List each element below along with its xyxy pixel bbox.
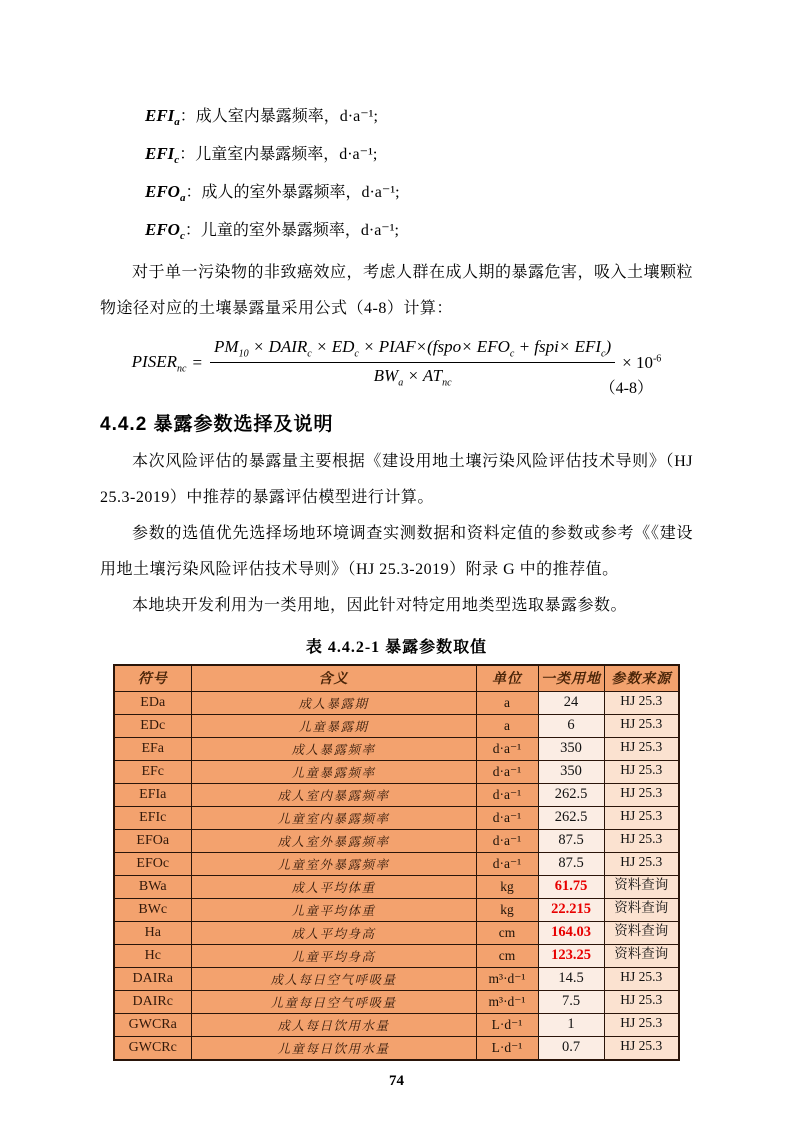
cell-meaning: 儿童平均体重 — [191, 898, 476, 921]
cell-value: 350 — [538, 737, 604, 760]
cell-unit: kg — [476, 875, 538, 898]
cell-meaning: 儿童暴露期 — [191, 714, 476, 737]
cell-source: HJ 25.3 — [604, 714, 679, 737]
symbol-efoc: $EFO_c$ — [145, 220, 185, 243]
cell-unit: a — [476, 714, 538, 737]
cell-symbol: GWCRc — [114, 1036, 191, 1060]
table-header-row — [114, 665, 679, 692]
table-row — [114, 691, 679, 714]
cell-source: 资料查询 — [604, 875, 679, 898]
cell-symbol: DAIRa — [114, 967, 191, 990]
cell-symbol: EFa — [114, 737, 191, 760]
cell-meaning: 成人平均体重 — [191, 875, 476, 898]
table-row — [114, 967, 679, 990]
cell-source: 资料查询 — [604, 944, 679, 967]
cell-symbol: Ha — [114, 921, 191, 944]
definition-text: ：儿童室内暴露频率，d·a⁻¹; — [179, 146, 378, 163]
cell-value: 87.5 — [538, 852, 604, 875]
cell-symbol: DAIRc — [114, 990, 191, 1013]
symbol-efic: $EFI_c$ — [145, 144, 180, 167]
formula-fraction — [210, 337, 615, 389]
cell-meaning: 儿童室内暴露频率 — [191, 806, 476, 829]
cell-source: 资料查询 — [604, 921, 679, 944]
cell-meaning: 儿童每日空气呼吸量 — [191, 990, 476, 1013]
definition-line — [145, 97, 693, 135]
cell-unit: d·a⁻¹ — [476, 852, 538, 875]
table-row — [114, 714, 679, 737]
paragraph-1: 本次风险评估的暴露量主要根据《建设用地土壤污染风险评估技术导则》（HJ 25.3-2019）中推荐的暴露评估模型进行计算。 — [100, 452, 693, 506]
cell-unit: L·d⁻¹ — [476, 1036, 538, 1060]
cell-unit: d·a⁻¹ — [476, 783, 538, 806]
cell-source: HJ 25.3 — [604, 1013, 679, 1036]
cell-meaning: 儿童暴露频率 — [191, 760, 476, 783]
cell-value: 0.7 — [538, 1036, 604, 1060]
cell-value-highlighted: 164.03 — [538, 921, 604, 944]
symbol-efoa: $EFO_a$ — [145, 182, 186, 205]
definition-line — [145, 173, 693, 211]
table-row — [114, 921, 679, 944]
cell-unit: m³·d⁻¹ — [476, 990, 538, 1013]
header-meaning: 含义 — [191, 665, 476, 692]
symbol-definitions — [100, 97, 693, 249]
paragraph-3: 本地块开发利用为一类用地，因此针对特定用地类型选取暴露参数。 — [132, 596, 628, 614]
cell-source: HJ 25.3 — [604, 852, 679, 875]
cell-meaning: 成人暴露期 — [191, 691, 476, 714]
cell-meaning: 儿童平均身高 — [191, 944, 476, 967]
cell-source: HJ 25.3 — [604, 967, 679, 990]
cell-source: HJ 25.3 — [604, 691, 679, 714]
definition-text: ：儿童的室外暴露频率，d·a⁻¹; — [184, 222, 399, 239]
table-row — [114, 898, 679, 921]
cell-source: HJ 25.3 — [604, 1036, 679, 1060]
cell-source: 资料查询 — [604, 898, 679, 921]
definition-text: ：成人室内暴露频率，d·a⁻¹; — [179, 108, 378, 125]
cell-symbol: EFIc — [114, 806, 191, 829]
cell-source: HJ 25.3 — [604, 806, 679, 829]
cell-unit: a — [476, 691, 538, 714]
header-symbol: 符号 — [114, 665, 191, 692]
section-heading: 4.4.2 暴露参数选择及说明 — [100, 413, 334, 435]
cell-source: HJ 25.3 — [604, 783, 679, 806]
table-row — [114, 944, 679, 967]
cell-value-highlighted: 123.25 — [538, 944, 604, 967]
cell-meaning: 儿童室外暴露频率 — [191, 852, 476, 875]
formula-denominator: $BW_a \times AT_{nc}$ — [210, 362, 615, 388]
equation-number: （4-8） — [599, 379, 653, 397]
table-row — [114, 990, 679, 1013]
cell-symbol: GWCRa — [114, 1013, 191, 1036]
cell-value: 87.5 — [538, 829, 604, 852]
cell-symbol: BWa — [114, 875, 191, 898]
cell-value: 262.5 — [538, 806, 604, 829]
cell-meaning: 成人暴露频率 — [191, 737, 476, 760]
cell-source: HJ 25.3 — [604, 829, 679, 852]
table-row — [114, 1013, 679, 1036]
cell-unit: L·d⁻¹ — [476, 1013, 538, 1036]
cell-meaning: 成人平均身高 — [191, 921, 476, 944]
equals-sign: = — [192, 352, 203, 372]
header-source: 参数来源 — [604, 665, 679, 692]
table-row — [114, 852, 679, 875]
cell-symbol: EDc — [114, 714, 191, 737]
formula-multiplier: × $10^{-6}$ — [622, 352, 662, 372]
cell-meaning: 儿童每日饮用水量 — [191, 1036, 476, 1060]
table-row — [114, 783, 679, 806]
definition-line — [145, 135, 693, 173]
paragraph-2: 参数的选值优先选择场地环境调查实测数据和资料定值的参数或参考《《建设用地土壤污染风险评估技术导则》（HJ 25.3-2019）附录 G 中的推荐值。 — [100, 524, 693, 578]
cell-meaning: 成人室外暴露频率 — [191, 829, 476, 852]
table-row — [114, 760, 679, 783]
cell-symbol: BWc — [114, 898, 191, 921]
cell-value: 14.5 — [538, 967, 604, 990]
cell-source: HJ 25.3 — [604, 760, 679, 783]
table-row — [114, 875, 679, 898]
cell-meaning: 成人每日饮用水量 — [191, 1013, 476, 1036]
page-number: 74 — [389, 1072, 404, 1089]
cell-value: 262.5 — [538, 783, 604, 806]
formula-numerator: $PM_{10}$ × $DAIR_c \times ED_c$ × PIAF×(fspo× $EFO_c$ + fspi× $EFI_c$) — [214, 337, 612, 360]
cell-value: 1 — [538, 1013, 604, 1036]
cell-meaning: 成人室内暴露频率 — [191, 783, 476, 806]
definition-text: ：成人的室外暴露频率，d·a⁻¹; — [185, 184, 400, 201]
cell-symbol: EFIa — [114, 783, 191, 806]
cell-unit: cm — [476, 921, 538, 944]
cell-value: 24 — [538, 691, 604, 714]
cell-unit: cm — [476, 944, 538, 967]
symbol-efia: $EFI_a$ — [145, 106, 180, 129]
cell-symbol: EFOa — [114, 829, 191, 852]
table-row — [114, 1036, 679, 1060]
exposure-parameters-table — [113, 664, 680, 1061]
formula-lhs: $PISER_{nc}$ — [131, 351, 187, 375]
cell-unit: m³·d⁻¹ — [476, 967, 538, 990]
header-unit: 单位 — [476, 665, 538, 692]
cell-symbol: EFc — [114, 760, 191, 783]
table-row — [114, 737, 679, 760]
cell-value: 6 — [538, 714, 604, 737]
cell-value-highlighted: 22.215 — [538, 898, 604, 921]
header-land-type: 一类用地 — [538, 665, 604, 692]
intro-paragraph: 对于单一污染物的非致癌效应，考虑人群在成人期的暴露危害，吸入土壤颗粒物途径对应的土壤暴露量采用公式（4-8）计算： — [100, 264, 694, 317]
cell-meaning: 成人每日空气呼吸量 — [191, 967, 476, 990]
cell-value-highlighted: 61.75 — [538, 875, 604, 898]
definition-line — [145, 211, 693, 249]
table-caption: 表 4.4.2-1 暴露参数取值 — [305, 638, 488, 656]
cell-value: 7.5 — [538, 990, 604, 1013]
cell-value: 350 — [538, 760, 604, 783]
cell-source: HJ 25.3 — [604, 990, 679, 1013]
cell-symbol: EDa — [114, 691, 191, 714]
cell-source: HJ 25.3 — [604, 737, 679, 760]
cell-symbol: Hc — [114, 944, 191, 967]
cell-unit: d·a⁻¹ — [476, 760, 538, 783]
table-row — [114, 829, 679, 852]
cell-unit: kg — [476, 898, 538, 921]
cell-unit: d·a⁻¹ — [476, 806, 538, 829]
cell-unit: d·a⁻¹ — [476, 737, 538, 760]
table-row — [114, 806, 679, 829]
cell-unit: d·a⁻¹ — [476, 829, 538, 852]
cell-symbol: EFOc — [114, 852, 191, 875]
